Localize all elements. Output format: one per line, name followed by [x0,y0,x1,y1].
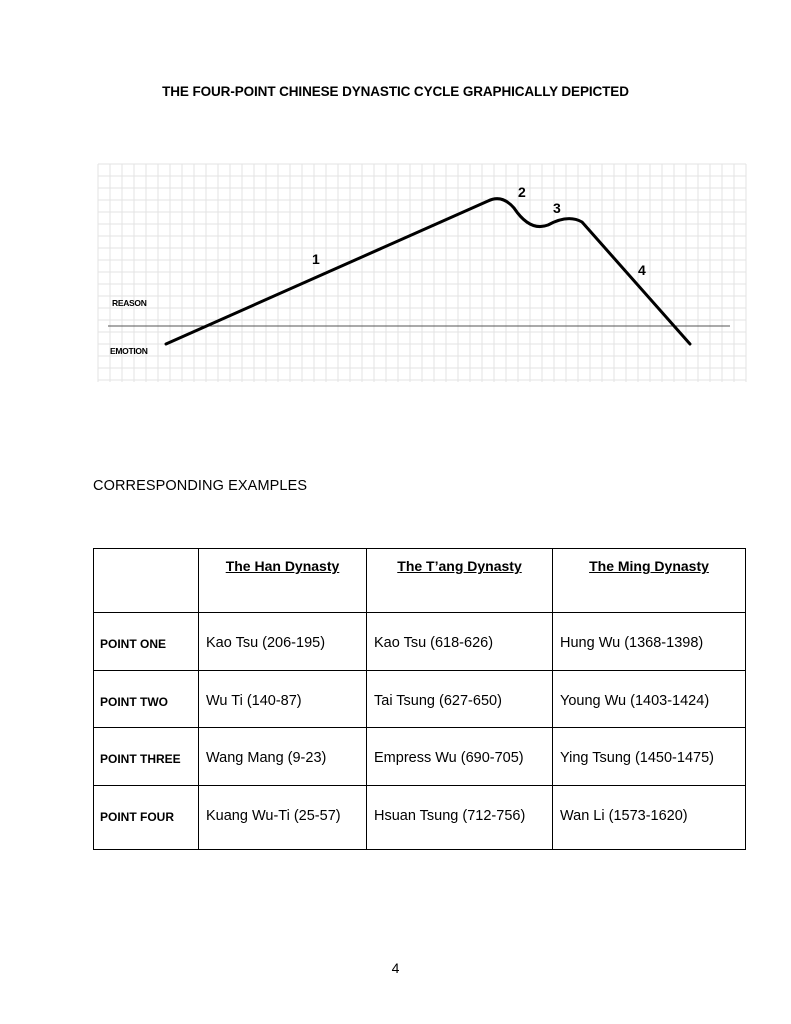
dynastic-cycle-diagram [90,158,750,386]
table-row [94,671,746,728]
table-cell: Tai Tsung (627-650) [367,671,553,728]
table-cell: Young Wu (1403-1424) [553,671,746,728]
graph-grid [98,164,746,382]
table-cell: Hung Wu (1368-1398) [553,613,746,671]
examples-table [93,548,746,850]
row-label-point-three: POINT THREE [94,728,199,786]
table-row [94,613,746,671]
table-cell: Kao Tsu (206-195) [199,613,367,671]
point-1-label: 1 [312,251,320,267]
row-label-point-two: POINT TWO [94,671,199,728]
row-label-point-one: POINT ONE [94,613,199,671]
table-cell: Kuang Wu-Ti (25-57) [199,786,367,850]
table-cell: Hsuan Tsung (712-756) [367,786,553,850]
reason-label: REASON [112,298,147,308]
table-cell: Wu Ti (140-87) [199,671,367,728]
table-row [94,728,746,786]
header-tang-dynasty: The T’ang Dynasty [367,549,553,613]
table-header-row [94,549,746,613]
point-2-label: 2 [518,184,526,200]
table-row [94,786,746,850]
table-cell: Kao Tsu (618-626) [367,613,553,671]
table-cell: Wan Li (1573-1620) [553,786,746,850]
row-label-point-four: POINT FOUR [94,786,199,850]
document-title: THE FOUR-POINT CHINESE DYNASTIC CYCLE GRAPHICALLY DEPICTED [162,84,629,99]
header-empty-cell [94,549,199,613]
point-4-label: 4 [638,262,646,278]
table-cell: Ying Tsung (1450-1475) [553,728,746,786]
cycle-graph [90,158,750,386]
table-cell: Empress Wu (690-705) [367,728,553,786]
section-heading: CORRESPONDING EXAMPLES [93,478,308,494]
emotion-label: EMOTION [110,346,148,356]
header-han-dynasty: The Han Dynasty [199,549,367,613]
table-cell: Wang Mang (9-23) [199,728,367,786]
point-3-label: 3 [553,200,561,216]
page-number: 4 [391,960,400,976]
header-ming-dynasty: The Ming Dynasty [553,549,746,613]
cycle-curve [166,199,690,344]
